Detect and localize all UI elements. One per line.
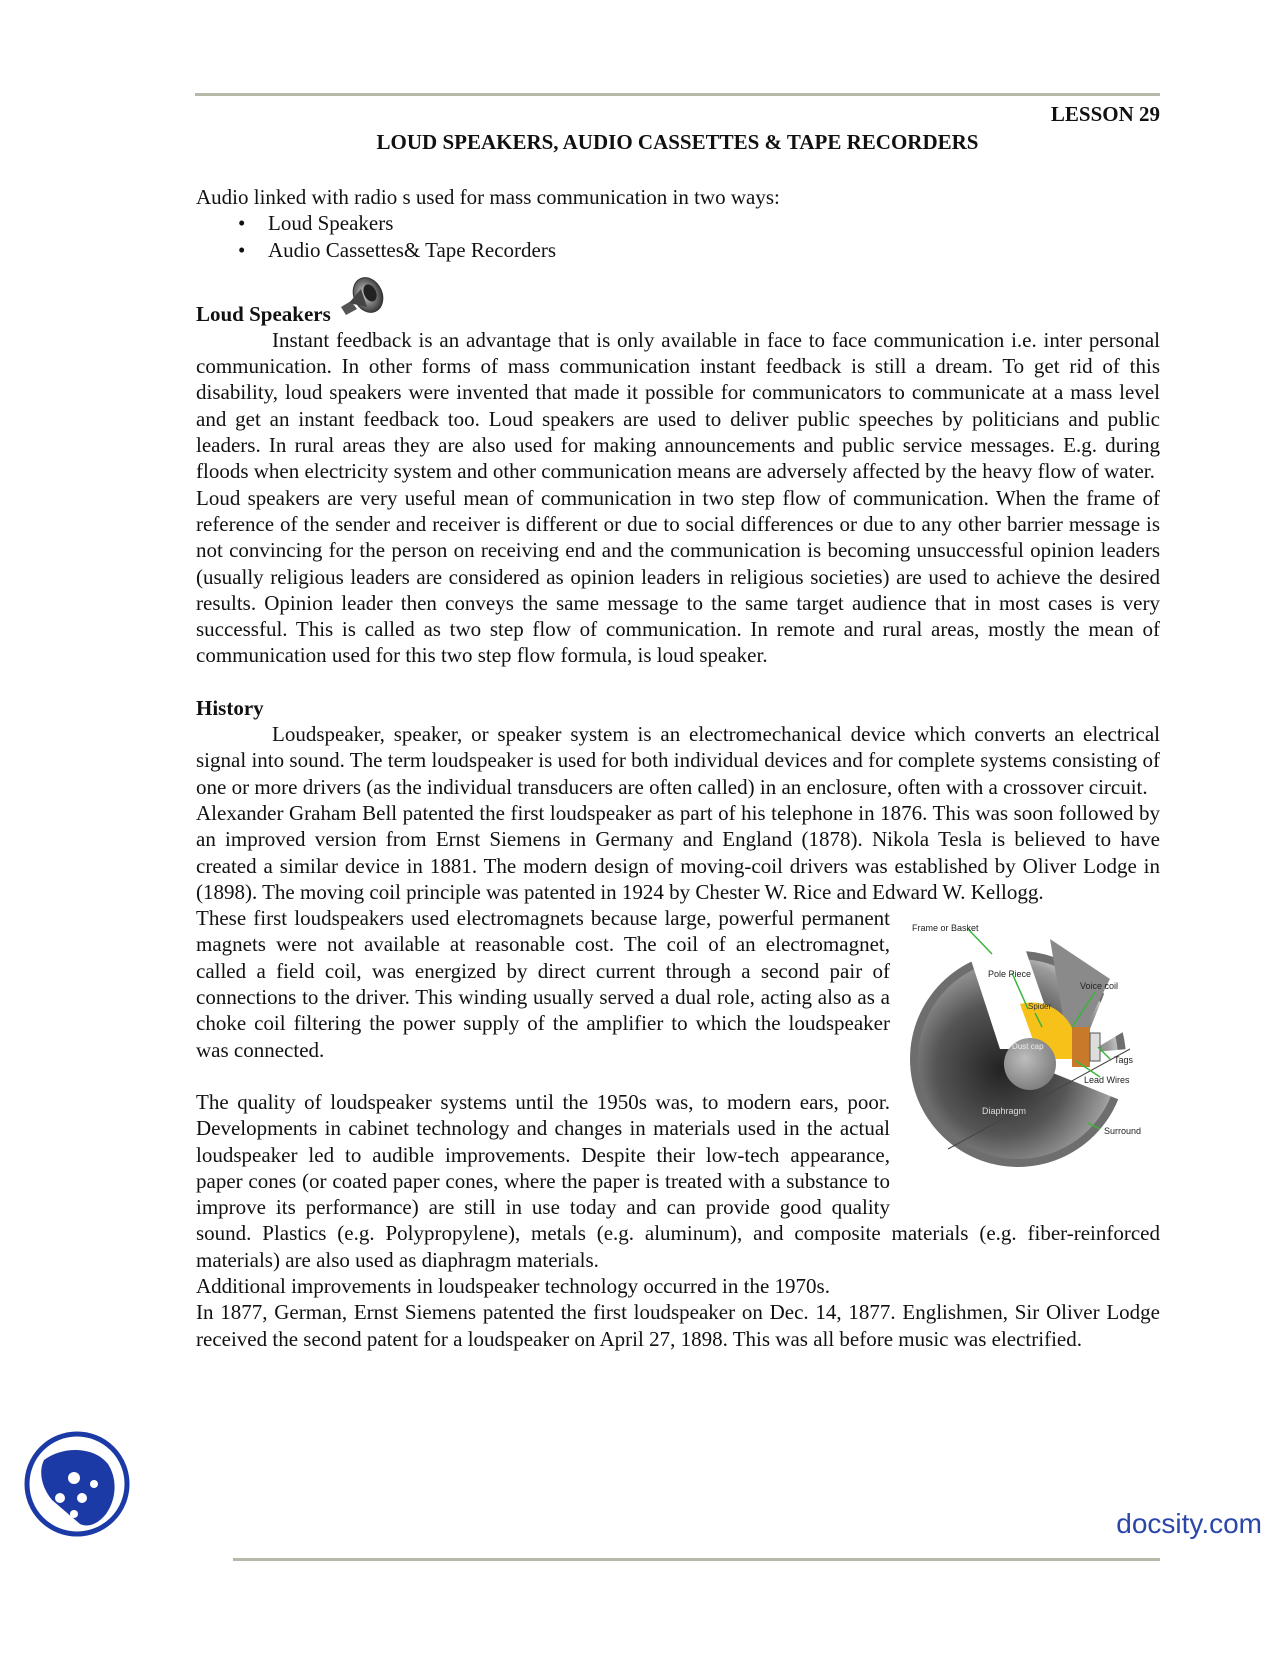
- label-diaphragm: Diaphragm: [982, 1106, 1027, 1117]
- label-surround: Surround: [1104, 1126, 1142, 1137]
- docsity-logo: [22, 1428, 132, 1540]
- paragraph: In 1877, German, Ernst Siemens patented the first loudspeaker on Dec. 14, 1877. Englishmen, Sir Oliver Lodge received the second patent for a loudspeaker on April 27, 1898. This was all before music was electrified.: [196, 1300, 1160, 1351]
- label-pole-piece: Pole Piece: [988, 969, 1032, 980]
- section-heading: Loud Speakers: [196, 301, 331, 326]
- paragraph: These first loudspeakers used electromagnets because large, powerful permanent magnets were not available at reasonable cost. The coil of an electromagnet, called a field coil, was energized by direct current through a second pair of connections to the driver. This winding usually served a dual role, acting also as a choke coil filtering the power supply of the amplifier to which the loudspeaker was connected.: [196, 906, 890, 1062]
- paragraph: Instant feedback is an advantage that is only available in face to face communication i.e. inter personal communication. In other forms of mass communication instant feedback is still a dream. To get rid of this disability, loud speakers were invented that made it possible for communicators to communicate at a mass level and get an instant feedback too. Loud speakers are used to deliver public speeches by politicians and public leaders. In rural areas they are also used for making announcements and public service messages. E.g. during floods when electricity system and other communication means are adversely affected by the heavy flow of water.: [196, 327, 1160, 484]
- top-rule: [195, 93, 1160, 96]
- list-item: • Audio Cassettes& Tape Recorders: [234, 237, 1160, 263]
- paragraph: The quality of loudspeaker systems until the 1950s was, to modern ears, poor. Developments in cabinet technology and changes in materials used in the actual loudspeaker led to audible improvements. Despite their low-tech appearance, paper cones (or coated paper cones, where the paper is treated with a substance to improve its performance) are still in use today and can provide good quality sound. Plastics (e.g. Polypropylene), metals (e.g. aluminum), and composite materials (e.g. fiber-reinforced materials) are also used as diaphragm materials.: [196, 1089, 1160, 1272]
- label-frame: Frame or Basket: [912, 923, 979, 934]
- paragraph: Loud speakers are very useful mean of communication in two step flow of communication. When the frame of reference of the sender and receiver is different or due to social differences or due to any other barrier message is not convincing for the person on receiving end and the communication is becoming unsuccessful opinion leaders (usually religious leaders are considered as opinion leaders in religious societies) are used to achieve the desired results. Opinion leader then conveys the same message to the same target audience that in most cases is very successful. This is called as two step flow of communication. In remote and rural areas, mostly the mean of communication used for this two step flow formula, is loud speaker.: [196, 485, 1160, 668]
- bottom-rule: [233, 1558, 1160, 1561]
- loudspeaker-diagram: [900, 909, 1160, 1199]
- list-item: • Loud Speakers: [234, 210, 1160, 236]
- section-heading: History: [196, 695, 264, 720]
- document-body: [196, 184, 1160, 1352]
- label-lead-wires: Lead Wires: [1084, 1075, 1130, 1086]
- paragraph: Loudspeaker, speaker, or speaker system is an electromechanical device which converts an electrical signal into sound. The term loudspeaker is used for both individual devices and for complete systems consisting of one or more drivers (as the individual transducers are often called) in an enclosure, often with a crossover circuit.: [196, 722, 1160, 799]
- loud-speakers-heading-row: [196, 271, 1160, 327]
- label-dust-cap: Dust cap: [1012, 1042, 1044, 1052]
- page-title: LOUD SPEAKERS, AUDIO CASSETTES & TAPE RECORDERS: [376, 130, 979, 154]
- paragraph: Additional improvements in loudspeaker technology occurred in the 1970s.: [196, 1273, 830, 1298]
- lesson-number: LESSON 29: [1050, 102, 1160, 126]
- label-voice-coil: Voice coil: [1080, 981, 1119, 992]
- spacer: [196, 669, 1160, 695]
- label-spider: Spider: [1028, 1002, 1052, 1012]
- paragraph: Alexander Graham Bell patented the first loudspeaker as part of his telephone in 1876. This was soon followed by an improved version from Ernst Siemens in Germany and England (1878). Nikola Tesla is believed to have created a similar device in 1881. The modern design of moving-coil drivers was established by Oliver Lodge in (1898). The moving coil principle was patented in 1924 by Chester W. Rice and Edward W. Kellogg.: [196, 800, 1160, 904]
- brand-link[interactable]: docsity.com: [1116, 1508, 1262, 1539]
- intro-text: Audio linked with radio s used for mass communication in two ways:: [196, 185, 780, 209]
- loudspeaker-icon: [337, 273, 387, 323]
- ways-list: [196, 210, 1160, 263]
- label-tags: Tags: [1114, 1055, 1134, 1066]
